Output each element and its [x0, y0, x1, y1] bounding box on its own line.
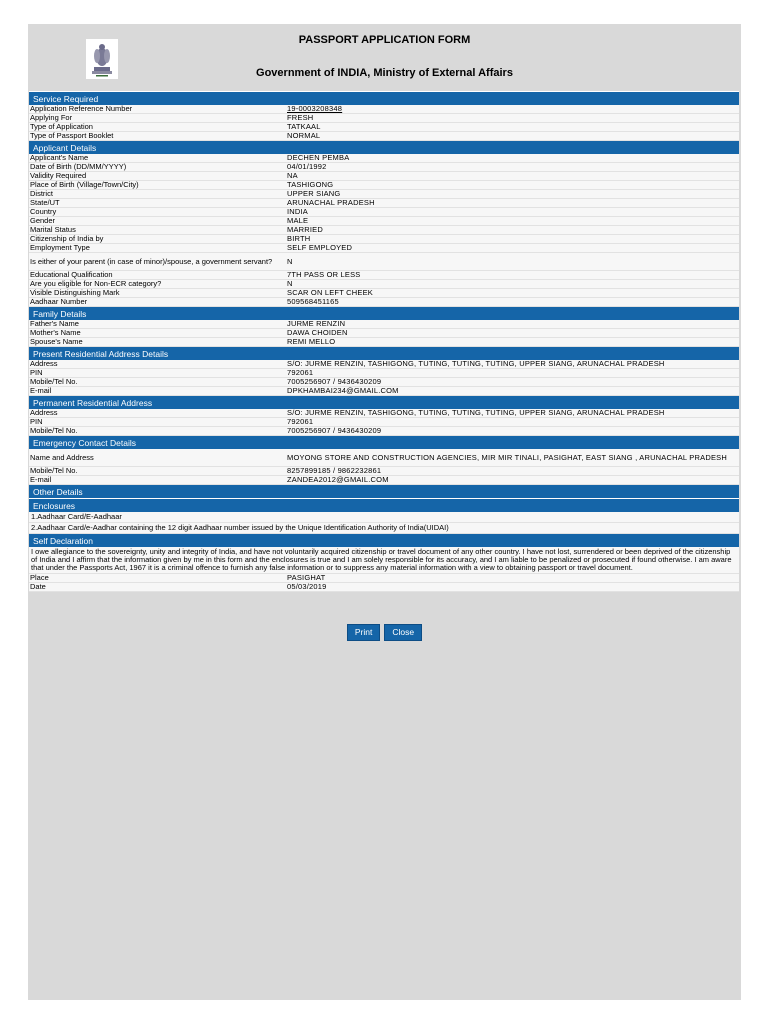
field-label: State/UT — [29, 199, 286, 208]
field-label: Application Reference Number — [29, 105, 286, 114]
close-button[interactable]: Close — [384, 624, 422, 641]
field-label: Spouse's Name — [29, 338, 286, 347]
table-row — [29, 289, 739, 298]
field-label: Type of Passport Booklet — [29, 132, 286, 141]
field-value: TASHIGONG — [286, 181, 739, 190]
field-label: Mobile/Tel No. — [29, 378, 286, 387]
form-title: PASSPORT APPLICATION FORM — [298, 34, 471, 46]
table-row — [29, 253, 739, 271]
table-row — [29, 163, 739, 172]
table-row — [29, 190, 739, 199]
table-row — [29, 154, 739, 163]
field-label: E-mail — [29, 387, 286, 396]
field-value: BIRTH — [286, 235, 739, 244]
table-row — [29, 172, 739, 181]
table-row — [29, 387, 739, 396]
table-row — [29, 114, 739, 123]
field-value: FRESH — [286, 114, 739, 123]
field-value: 7005256907 / 9436430209 — [286, 378, 739, 387]
field-label: Aadhaar Number — [29, 298, 286, 307]
field-value: MOYONG STORE AND CONSTRUCTION AGENCIES, MIR MIR TINALI, PASIGHAT, EAST SIANG , ARUNACHAL PRADESH — [286, 449, 739, 467]
full-width-text: 1.Aadhaar Card/E-Aadhaar — [29, 512, 739, 523]
table-row — [29, 449, 739, 467]
field-value: NORMAL — [286, 132, 739, 141]
field-label: Mother's Name — [29, 329, 286, 338]
full-width-text: I owe allegiance to the sovereignty, unity and integrity of India, and have not voluntarily acquired citizenship or travel document of any other country. I have not lost, surrendered or been deprived of the citizenship of India and I affirm that the information given by me in this form and the enclosures is true and I am solely responsible for its accuracy, and I am liable to be penalized or prosecuted if found otherwise. I am aware that under the Passports Act, 1967 it is a criminal offence to furnish any false information or to suppress any material information with a view to obtaining passport or travel document. — [29, 547, 739, 574]
field-label: Type of Application — [29, 123, 286, 132]
field-value: ZANDEA2012@GMAIL.COM — [286, 476, 739, 485]
field-value: NA — [286, 172, 739, 181]
field-label: Country — [29, 208, 286, 217]
form-page — [28, 24, 741, 1000]
field-value: JURME RENZIN — [286, 320, 739, 329]
section-header-enclosures — [29, 499, 739, 513]
section-header-present-residential-address-details — [29, 347, 739, 361]
section-title: Emergency Contact Details — [29, 436, 739, 450]
field-value: INDIA — [286, 208, 739, 217]
table-row — [29, 199, 739, 208]
field-label: Applying For — [29, 114, 286, 123]
field-value: S/O: JURME RENZIN, TASHIGONG, TUTING, TUTING, TUTING, UPPER SIANG, ARUNACHAL PRADESH — [286, 409, 739, 418]
table-row — [29, 583, 739, 592]
section-title: Family Details — [29, 307, 739, 321]
field-value: PASIGHAT — [286, 574, 739, 583]
table-row — [29, 418, 739, 427]
application-details-table — [29, 91, 739, 592]
field-label: Employment Type — [29, 244, 286, 253]
section-title: Self Declaration — [29, 534, 739, 548]
section-title: Enclosures — [29, 499, 739, 513]
field-value: MALE — [286, 217, 739, 226]
field-value: 792061 — [286, 418, 739, 427]
section-header-family-details — [29, 307, 739, 321]
field-value: 792061 — [286, 369, 739, 378]
action-buttons — [28, 624, 741, 641]
table-row — [29, 217, 739, 226]
section-header-applicant-details — [29, 141, 739, 155]
full-width-row — [29, 523, 739, 534]
field-label: Citizenship of India by — [29, 235, 286, 244]
field-label: Mobile/Tel No. — [29, 427, 286, 436]
field-value: DAWA CHOIDEN — [286, 329, 739, 338]
field-label: Mobile/Tel No. — [29, 467, 286, 476]
full-width-text: 2.Aadhaar Card/e-Aadhar containing the 12 digit Aadhaar number issued by the Unique Identification Authority of India(UIDAI) — [29, 523, 739, 534]
field-label: Name and Address — [29, 449, 286, 467]
table-row — [29, 181, 739, 190]
field-label: District — [29, 190, 286, 199]
field-label: Address — [29, 360, 286, 369]
section-header-self-declaration — [29, 534, 739, 548]
table-row — [29, 476, 739, 485]
form-subtitle: Government of INDIA, Ministry of External Affairs — [256, 67, 513, 79]
field-value: SELF EMPLOYED — [286, 244, 739, 253]
field-value: 8257899185 / 9862232861 — [286, 467, 739, 476]
table-row — [29, 329, 739, 338]
field-value: 7TH PASS OR LESS — [286, 271, 739, 280]
field-value: DPKHAMBAI234@GMAIL.COM — [286, 387, 739, 396]
field-label: Place — [29, 574, 286, 583]
field-label: Place of Birth (Village/Town/City) — [29, 181, 286, 190]
table-row — [29, 208, 739, 217]
table-row — [29, 271, 739, 280]
table-row — [29, 338, 739, 347]
section-header-service-required — [29, 92, 739, 106]
field-value: SCAR ON LEFT CHEEK — [286, 289, 739, 298]
table-row — [29, 280, 739, 289]
field-value: 7005256907 / 9436430209 — [286, 427, 739, 436]
table-row — [29, 235, 739, 244]
field-value: DECHEN PEMBA — [286, 154, 739, 163]
field-value: UPPER SIANG — [286, 190, 739, 199]
field-value: REMI MELLO — [286, 338, 739, 347]
field-value: N — [286, 280, 739, 289]
field-label: PIN — [29, 418, 286, 427]
field-label: Date of Birth (DD/MM/YYYY) — [29, 163, 286, 172]
field-label: Is either of your parent (in case of minor)/spouse, a government servant? — [29, 253, 286, 271]
table-row — [29, 298, 739, 307]
section-header-emergency-contact-details — [29, 436, 739, 450]
field-value: 19-0003208348 — [286, 105, 739, 114]
field-label: Are you eligible for Non-ECR category? — [29, 280, 286, 289]
field-label: Validity Required — [29, 172, 286, 181]
field-value: MARRIED — [286, 226, 739, 235]
field-label: Marital Status — [29, 226, 286, 235]
field-label: Address — [29, 409, 286, 418]
field-label: Applicant's Name — [29, 154, 286, 163]
table-row — [29, 467, 739, 476]
table-row — [29, 244, 739, 253]
field-label: Visible Distinguishing Mark — [29, 289, 286, 298]
field-value: 05/03/2019 — [286, 583, 739, 592]
field-value: TATKAAL — [286, 123, 739, 132]
table-row — [29, 378, 739, 387]
form-header — [28, 24, 741, 90]
table-row — [29, 132, 739, 141]
table-row — [29, 360, 739, 369]
field-value: N — [286, 253, 739, 271]
table-row — [29, 409, 739, 418]
table-row — [29, 226, 739, 235]
field-value: 509568451165 — [286, 298, 739, 307]
full-width-row — [29, 512, 739, 523]
section-title: Permanent Residential Address — [29, 396, 739, 410]
section-header-permanent-residential-address — [29, 396, 739, 410]
field-value: 04/01/1992 — [286, 163, 739, 172]
print-button[interactable]: Print — [347, 624, 380, 641]
field-label: E-mail — [29, 476, 286, 485]
section-title: Other Details — [29, 485, 739, 499]
field-label: Father's Name — [29, 320, 286, 329]
table-row — [29, 105, 739, 114]
field-label: Date — [29, 583, 286, 592]
section-title: Present Residential Address Details — [29, 347, 739, 361]
field-value: ARUNACHAL PRADESH — [286, 199, 739, 208]
table-row — [29, 574, 739, 583]
section-header-other-details — [29, 485, 739, 499]
field-label: Educational Qualification — [29, 271, 286, 280]
full-width-row — [29, 547, 739, 574]
table-row — [29, 369, 739, 378]
table-row — [29, 427, 739, 436]
field-label: PIN — [29, 369, 286, 378]
section-title: Applicant Details — [29, 141, 739, 155]
section-title: Service Required — [29, 92, 739, 106]
table-row — [29, 123, 739, 132]
field-label: Gender — [29, 217, 286, 226]
table-row — [29, 320, 739, 329]
field-value: S/O: JURME RENZIN, TASHIGONG, TUTING, TUTING, TUTING, UPPER SIANG, ARUNACHAL PRADESH — [286, 360, 739, 369]
